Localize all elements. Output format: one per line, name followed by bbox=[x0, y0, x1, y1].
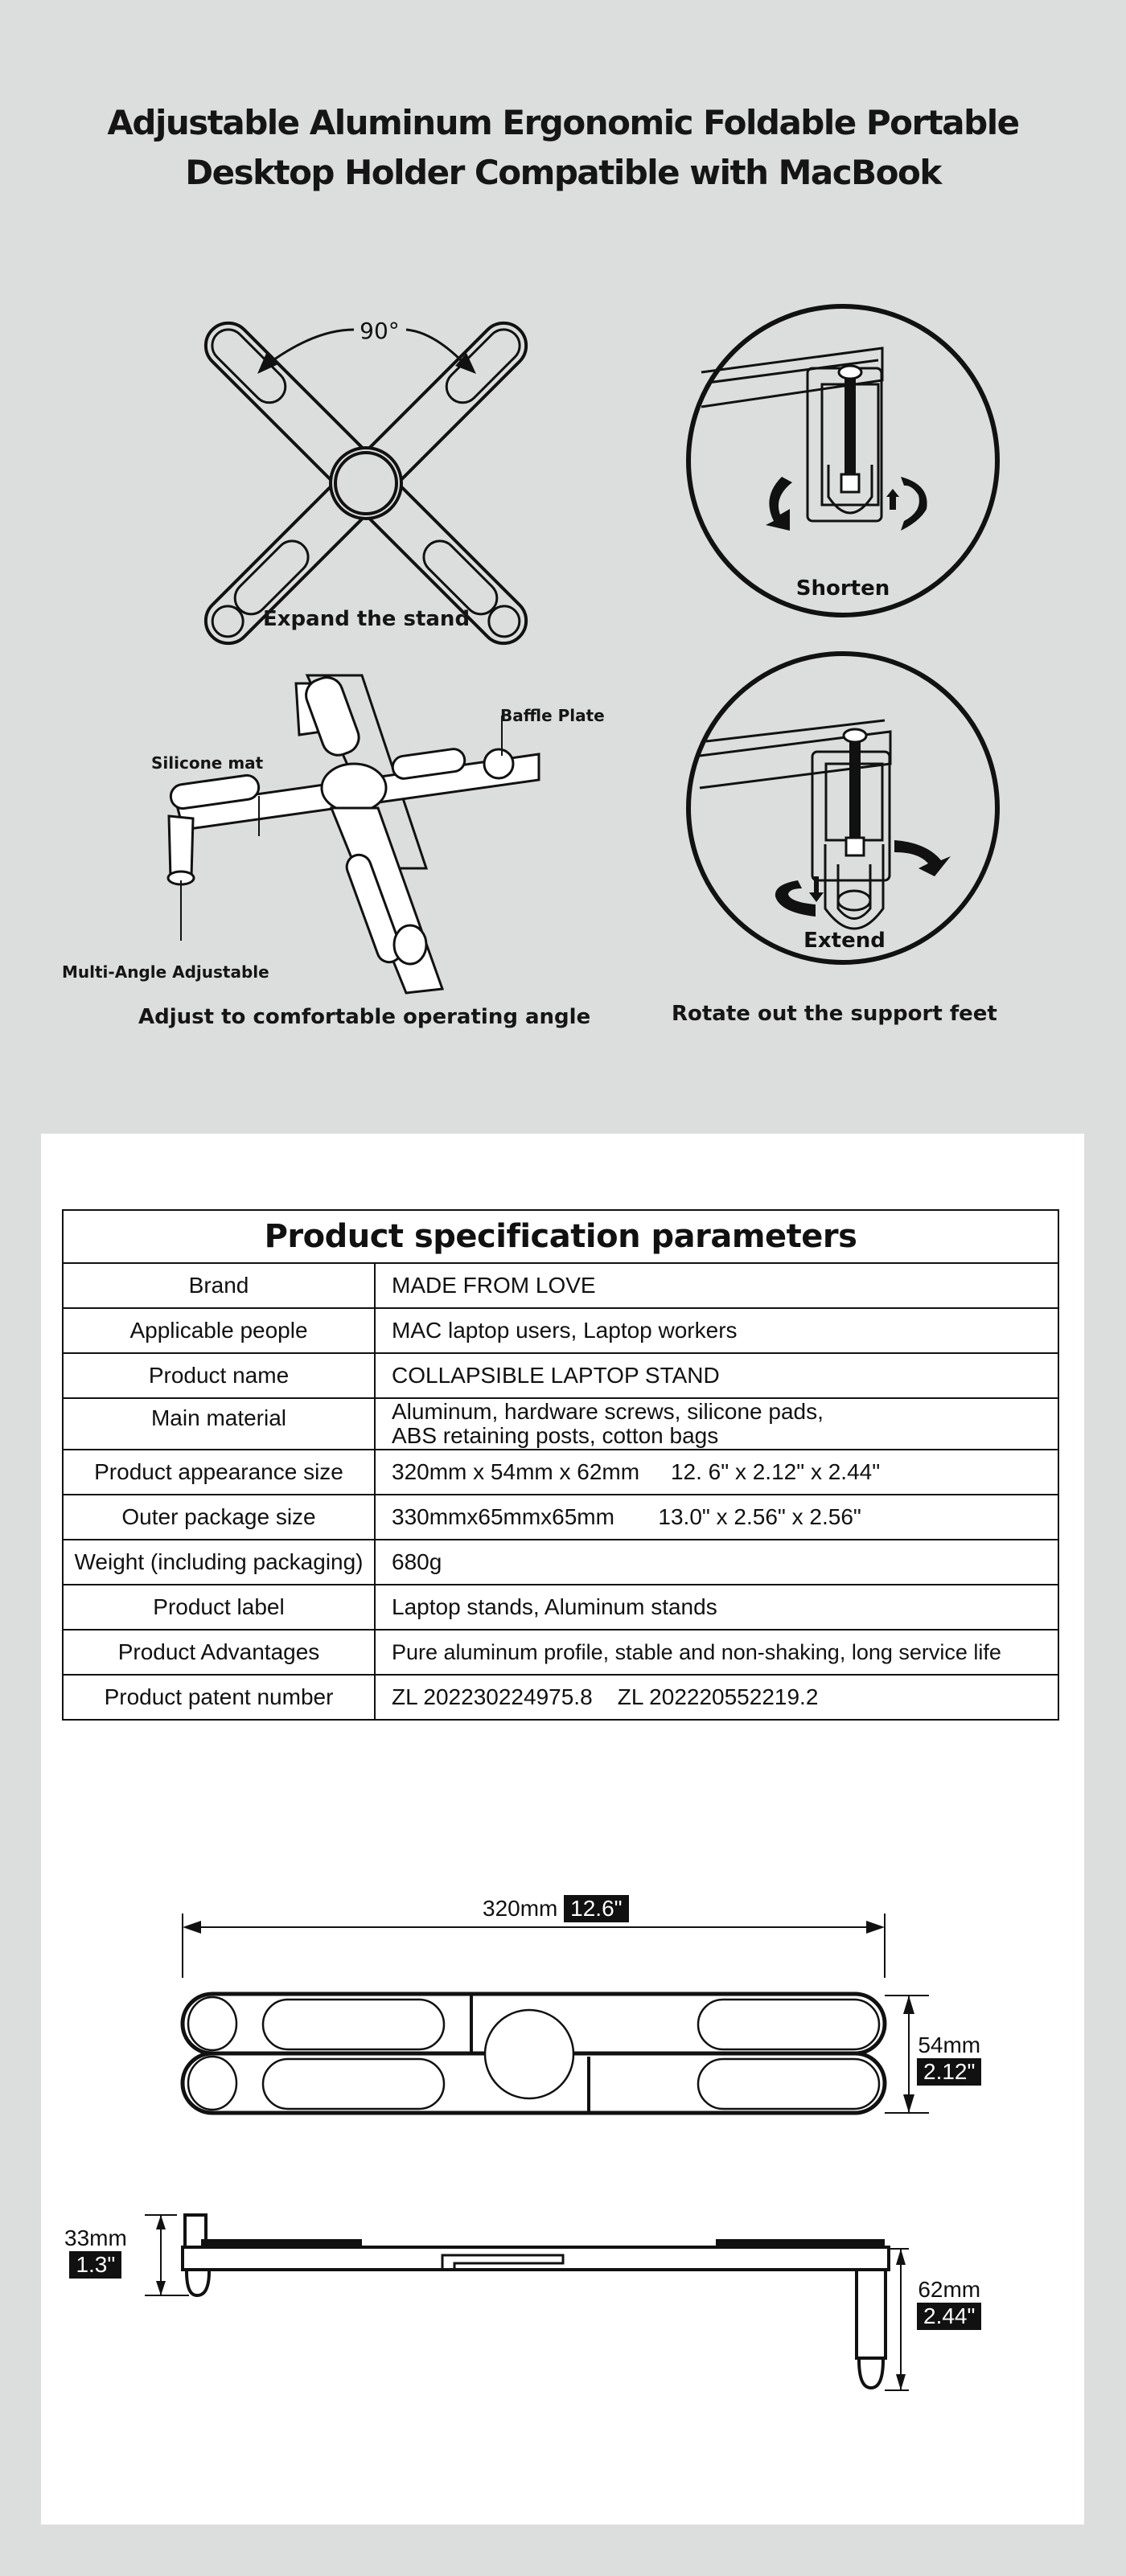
row-key: Outer package size bbox=[63, 1495, 375, 1540]
row-key: Brand bbox=[63, 1263, 375, 1308]
row-key: Product Advantages bbox=[63, 1630, 375, 1675]
length-dimension bbox=[483, 1895, 629, 1922]
table-row bbox=[63, 1630, 1058, 1675]
multi-angle-callout: Multi-Angle Adjustable bbox=[62, 962, 269, 982]
table-row bbox=[63, 1398, 1058, 1450]
low-height-inch-tag: 1.3" bbox=[69, 2251, 121, 2279]
high-height-mm: 62mm bbox=[918, 2277, 981, 2302]
row-value: Laptop stands, Aluminum stands bbox=[375, 1585, 1058, 1630]
row-value: COLLAPSIBLE LAPTOP STAND bbox=[375, 1353, 1058, 1398]
row-value: 320mm x 54mm x 62mm 12. 6" x 2.12" x 2.44" bbox=[375, 1450, 1058, 1495]
row-value: MADE FROM LOVE bbox=[375, 1263, 1058, 1308]
table-row bbox=[63, 1495, 1058, 1540]
side-view-drawing bbox=[97, 2215, 901, 2416]
silicone-mat-callout: Silicone mat bbox=[151, 753, 264, 773]
row-value: 680g bbox=[375, 1540, 1058, 1585]
table-row bbox=[63, 1585, 1058, 1630]
row-value: Pure aluminum profile, stable and non-shaking, long service life bbox=[375, 1630, 1058, 1675]
row-value: MAC laptop users, Laptop workers bbox=[375, 1308, 1058, 1353]
spec-table bbox=[62, 1209, 1059, 1721]
row-key: Product patent number bbox=[63, 1675, 375, 1720]
table-row bbox=[63, 1675, 1058, 1720]
title-line-2: Desktop Holder Compatible with MacBook bbox=[185, 153, 941, 192]
spec-table-title: Product specification parameters bbox=[63, 1210, 1058, 1263]
row-key: Applicable people bbox=[63, 1308, 375, 1353]
shorten-label: Shorten bbox=[795, 576, 890, 601]
table-row bbox=[63, 1353, 1058, 1398]
row-value-line-1: Aluminum, hardware screws, silicone pads, bbox=[392, 1399, 824, 1424]
high-height-inch-tag: 2.44" bbox=[917, 2303, 981, 2330]
low-height-mm: 33mm bbox=[64, 2225, 127, 2250]
extend-caption: Rotate out the support feet bbox=[672, 1002, 997, 1026]
length-inch-tag: 12.6" bbox=[564, 1895, 628, 1922]
expand-caption: Expand the stand bbox=[263, 607, 471, 631]
page-title bbox=[0, 98, 1126, 198]
row-key: Product name bbox=[63, 1353, 375, 1398]
row-key: Weight (including packaging) bbox=[63, 1540, 375, 1585]
table-row bbox=[63, 1308, 1058, 1353]
width-mm: 54mm bbox=[918, 2032, 981, 2057]
row-value bbox=[375, 1398, 1058, 1450]
title-line-1: Adjustable Aluminum Ergonomic Foldable Portable bbox=[107, 103, 1019, 142]
extend-label: Extend bbox=[803, 929, 886, 953]
row-value: ZL 202230224975.8 ZL 202220552219.2 bbox=[375, 1675, 1058, 1720]
baffle-plate-callout: Baffle Plate bbox=[500, 706, 605, 725]
expand-stand-illustration bbox=[177, 301, 563, 623]
row-value: 330mmx65mmx65mm 13.0" x 2.56" x 2.56" bbox=[375, 1495, 1058, 1540]
width-inch-tag: 2.12" bbox=[917, 2058, 981, 2086]
row-value-line-2: ABS retaining posts, cotton bags bbox=[392, 1423, 719, 1448]
table-row bbox=[63, 1540, 1058, 1585]
row-key: Product appearance size bbox=[63, 1450, 375, 1495]
angle-label: 90° bbox=[360, 318, 400, 344]
extend-illustration bbox=[685, 651, 1004, 965]
low-height-dimension bbox=[64, 2225, 127, 2279]
adjust-caption: Adjust to comfortable operating angle bbox=[138, 1005, 591, 1029]
row-key: Product label bbox=[63, 1585, 375, 1630]
table-row bbox=[63, 1263, 1058, 1308]
shorten-illustration bbox=[685, 304, 1004, 617]
top-view-drawing bbox=[177, 1914, 901, 2115]
width-dimension bbox=[917, 2032, 981, 2086]
row-key: Main material bbox=[63, 1398, 375, 1450]
table-row bbox=[63, 1450, 1058, 1495]
high-height-dimension bbox=[917, 2277, 981, 2330]
length-mm: 320mm bbox=[483, 1896, 558, 1921]
